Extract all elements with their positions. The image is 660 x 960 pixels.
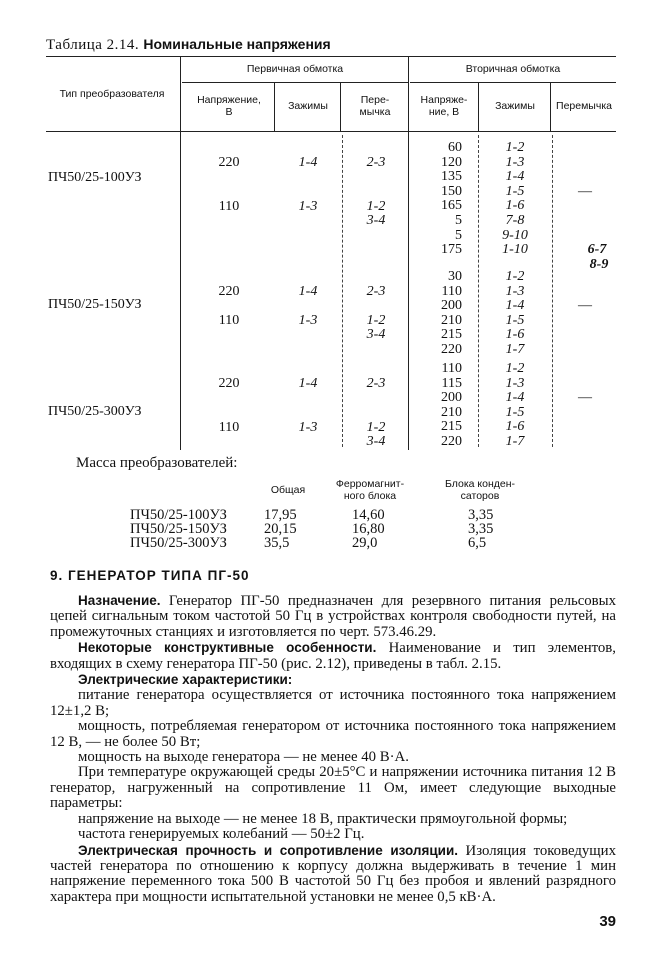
table-caption xyxy=(46,36,331,54)
header-primary-winding: Первичная обмотка xyxy=(246,63,344,75)
primary-terminal: 1-4 xyxy=(298,155,318,170)
purpose-text: Генератор ПГ-50 предназначен для резервного питания рельсовых цепей сигнальным током частотой 50 Гц в устройствах контроля свободности путей, на промежуточных станциях и изготовляется по черт. 573.46.29. xyxy=(50,593,616,640)
table-header-bottom-rule xyxy=(46,131,616,132)
primary-jumper: 3-4 xyxy=(366,327,386,343)
secondary-terminal: 1-5 xyxy=(505,183,525,199)
secondary-jumper-line: 6-7 xyxy=(587,242,607,257)
secondary-voltage: 30 xyxy=(448,269,462,284)
primary-voltage-cell xyxy=(184,377,274,435)
header-secondary-jumper: Перемычка xyxy=(556,100,612,112)
primary-jumper-cell xyxy=(344,156,408,229)
paragraph-design xyxy=(50,640,616,672)
header-line: ние, В xyxy=(428,106,460,118)
paragraph-output-voltage: напряжение на выходе — не менее 18 В, практически прямоугольной формы; xyxy=(78,810,568,827)
secondary-voltage: 110 xyxy=(441,361,462,376)
table-divider xyxy=(478,82,479,131)
section-heading: 9. ГЕНЕРАТОР ТИПА ПГ-50 xyxy=(50,568,250,583)
primary-terminal: 1-3 xyxy=(298,312,318,328)
converter-type: ПЧ50/25-100УЗ xyxy=(48,170,142,185)
mass-row-name: ПЧ50/25-150УЗ xyxy=(130,521,227,537)
primary-jumper: 3-4 xyxy=(366,434,386,450)
secondary-terminals-cell xyxy=(480,141,550,258)
header-line: Ферромагнит- xyxy=(335,478,405,490)
secondary-jumper: — xyxy=(578,184,592,199)
primary-terminals-cell xyxy=(276,285,340,328)
table-caption-prefix: Таблица 2.14. xyxy=(46,37,140,53)
secondary-voltage: 215 xyxy=(441,419,462,435)
primary-voltage: 220 xyxy=(218,284,240,299)
primary-voltage: 220 xyxy=(218,376,240,391)
secondary-jumper: — xyxy=(578,298,592,313)
paragraph-frequency: частота генерируемых колебаний — 50±2 Гц. xyxy=(78,826,365,843)
secondary-terminal: 1-2 xyxy=(505,361,525,376)
secondary-terminals-cell xyxy=(480,270,550,358)
secondary-voltage: 5 xyxy=(455,227,462,243)
secondary-terminal: 9-10 xyxy=(502,227,528,243)
header-line: Пере- xyxy=(360,94,390,106)
secondary-terminal: 1-6 xyxy=(505,419,525,435)
primary-jumper: 3-4 xyxy=(366,213,386,229)
column-dashed-divider xyxy=(342,135,343,447)
secondary-voltage: 150 xyxy=(441,183,462,199)
secondary-voltage: 5 xyxy=(455,212,462,228)
primary-jumper-cell xyxy=(344,285,408,343)
design-label: Некоторые конструктивные особенности. xyxy=(78,640,377,656)
secondary-voltage-cell xyxy=(410,362,462,450)
header-converter-type: Тип преобразователя xyxy=(59,88,165,100)
secondary-terminal: 1-3 xyxy=(505,283,525,299)
secondary-voltage: 110 xyxy=(441,283,462,299)
header-line: Напряжение, xyxy=(197,94,261,106)
header-secondary-winding: Вторичная обмотка xyxy=(465,63,561,75)
primary-terminals-cell xyxy=(276,156,340,214)
header-line: В xyxy=(225,106,233,118)
mass-row-name: ПЧ50/25-100УЗ xyxy=(130,507,227,523)
primary-voltage-cell xyxy=(184,285,274,328)
mass-total: 17,95 xyxy=(264,507,297,523)
secondary-voltage-cell xyxy=(410,141,462,258)
section-body xyxy=(50,593,616,905)
insulation-label: Электрическая прочность и сопротивление изоляции. xyxy=(78,842,459,858)
paragraph-output-power: мощность на выходе генератора — не менее 40 В·А. xyxy=(78,749,409,766)
table-divider xyxy=(274,82,275,131)
mass-title: Масса преобразователей: xyxy=(76,455,238,471)
paragraph-insulation xyxy=(50,843,616,906)
mass-header-ferro xyxy=(328,478,412,502)
mass-total-column xyxy=(264,508,297,550)
secondary-terminal: 1-10 xyxy=(502,242,528,258)
secondary-voltage: 220 xyxy=(441,341,462,357)
header-secondary-voltage xyxy=(410,94,478,118)
primary-terminal: 1-3 xyxy=(298,419,318,435)
primary-voltage: 220 xyxy=(218,155,240,170)
mass-header-total: Общая xyxy=(270,484,306,496)
secondary-voltage: 220 xyxy=(441,433,462,449)
primary-header-rule xyxy=(182,82,408,83)
page-number: 39 xyxy=(599,913,616,930)
secondary-header-rule xyxy=(410,82,616,83)
secondary-voltage: 215 xyxy=(441,327,462,343)
header-line: саторов xyxy=(460,490,500,502)
secondary-voltage: 115 xyxy=(441,375,462,391)
primary-voltage: 110 xyxy=(218,312,240,328)
secondary-voltage: 210 xyxy=(441,312,462,328)
secondary-terminal: 1-3 xyxy=(505,375,525,391)
column-dashed-divider xyxy=(552,135,553,447)
header-line: ного блока xyxy=(343,490,397,502)
secondary-voltage: 135 xyxy=(441,169,462,185)
secondary-terminal: 1-3 xyxy=(505,154,525,170)
paragraph-purpose xyxy=(50,593,616,640)
secondary-terminal: 1-2 xyxy=(505,269,525,284)
primary-jumper: 1-2 xyxy=(366,419,386,435)
secondary-terminals-cell xyxy=(480,362,550,450)
secondary-voltage: 200 xyxy=(441,298,462,314)
secondary-voltage-cell xyxy=(410,270,462,358)
table-top-rule xyxy=(46,56,616,57)
primary-terminal: 1-4 xyxy=(298,376,318,391)
purpose-label: Назначение. xyxy=(78,593,161,608)
secondary-terminal: 1-5 xyxy=(505,312,525,328)
secondary-voltage: 165 xyxy=(441,198,462,214)
mass-ferro: 16,80 xyxy=(352,521,385,537)
secondary-terminal: 1-4 xyxy=(505,298,525,314)
secondary-voltage: 210 xyxy=(441,404,462,420)
table-caption-title: Номинальные напряжения xyxy=(143,36,331,52)
mass-ferro: 29,0 xyxy=(352,535,378,551)
table-divider xyxy=(340,82,341,131)
secondary-voltage: 200 xyxy=(441,390,462,406)
header-line: мычка xyxy=(359,106,391,118)
primary-jumper-cell xyxy=(344,377,408,450)
secondary-terminal: 1-6 xyxy=(505,327,525,343)
secondary-terminal: 1-4 xyxy=(505,169,525,185)
table-divider xyxy=(180,56,181,450)
mass-capacitor-column xyxy=(468,508,493,550)
header-primary-voltage xyxy=(184,94,274,118)
mass-capacitor: 3,35 xyxy=(468,507,494,523)
primary-voltage-cell xyxy=(184,156,274,214)
primary-jumper: 2-3 xyxy=(366,284,386,299)
secondary-voltage: 60 xyxy=(448,140,462,155)
mass-capacitor: 6,5 xyxy=(468,535,487,551)
primary-terminals-cell xyxy=(276,377,340,435)
mass-total: 35,5 xyxy=(264,535,290,551)
mass-capacitor: 3,35 xyxy=(468,521,494,537)
secondary-jumper-line: 8-9 xyxy=(589,256,609,272)
primary-jumper: 2-3 xyxy=(366,155,386,170)
electrical-label: Электрические характеристики: xyxy=(78,672,293,688)
paragraph-conditions: При температуре окружающей среды 20±5°С и напряжении источника питания 12 В генератор, нагруженный на сопротивление 11 Ом, имеет следующие выходные параметры: xyxy=(50,764,616,812)
secondary-terminal: 1-7 xyxy=(505,341,525,357)
paragraph-electrical xyxy=(50,672,616,688)
header-secondary-terminals: Зажимы xyxy=(495,100,535,112)
primary-voltage: 110 xyxy=(218,198,240,214)
secondary-terminal: 1-7 xyxy=(505,433,525,449)
secondary-terminal: 1-2 xyxy=(505,140,525,155)
header-primary-terminals: Зажимы xyxy=(288,100,328,112)
mass-row-name: ПЧ50/25-300УЗ xyxy=(130,535,227,551)
header-line: Блока конден- xyxy=(444,478,516,490)
mass-total: 20,15 xyxy=(264,521,297,537)
insulation-text: Изоляция токоведущих частей генератора по отношению к корпусу должна выдерживать в течение 1 мин напряжение переменного тока 500 В частотой 50 Гц без пробоя и явлений разрядного характера при мощности испытательной установки не менее 0,5 кВ·А. xyxy=(50,842,616,905)
primary-voltage: 110 xyxy=(218,419,240,435)
primary-jumper: 1-2 xyxy=(366,198,386,214)
paragraph-supply: питание генератора осуществляется от источника постоянного тока напряжением 12±1,2 В; xyxy=(50,687,616,719)
converter-type: ПЧ50/25-150УЗ xyxy=(48,297,142,312)
primary-jumper: 1-2 xyxy=(366,312,386,328)
secondary-voltage: 120 xyxy=(441,154,462,170)
secondary-terminal: 1-4 xyxy=(505,390,525,406)
mass-row-names xyxy=(130,508,227,550)
header-primary-jumper xyxy=(342,94,408,118)
mass-ferro-column xyxy=(352,508,385,550)
secondary-terminal: 1-5 xyxy=(505,404,525,420)
column-dashed-divider xyxy=(478,135,479,447)
design-text: Наименование и тип элементов, входящих в схему генератора ПГ-50 (рис. 2.12), приведены в табл. 2.15. xyxy=(50,640,616,672)
secondary-jumper: — xyxy=(578,390,592,405)
paragraph-power: мощность, потребляемая генератором от источника постоянного тока напряжением 12 В, — не более 50 Вт; xyxy=(50,718,616,750)
secondary-terminal: 1-6 xyxy=(505,198,525,214)
table-divider xyxy=(550,82,551,131)
header-line: Напряже- xyxy=(420,94,468,106)
mass-ferro: 14,60 xyxy=(352,507,385,523)
secondary-voltage: 175 xyxy=(441,242,462,258)
secondary-jumper xyxy=(554,243,616,272)
table-divider xyxy=(408,56,409,450)
primary-terminal: 1-4 xyxy=(298,284,318,299)
primary-jumper: 2-3 xyxy=(366,376,386,391)
mass-header-capacitor xyxy=(430,478,530,502)
secondary-terminal: 7-8 xyxy=(505,212,525,228)
primary-terminal: 1-3 xyxy=(298,198,318,214)
converter-type: ПЧ50/25-300УЗ xyxy=(48,404,142,419)
